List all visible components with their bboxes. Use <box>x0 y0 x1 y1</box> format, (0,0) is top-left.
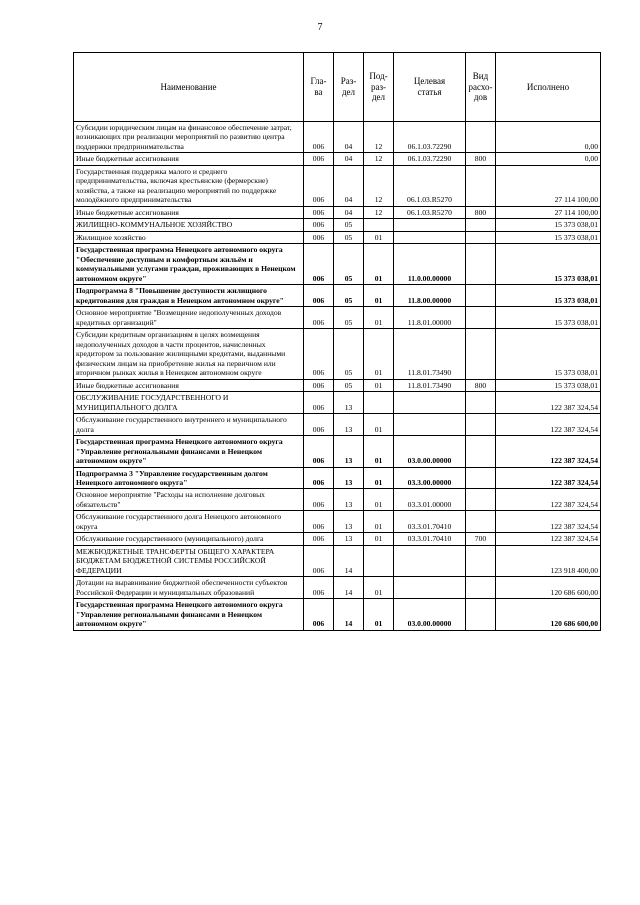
col-header-vid: Вид расхо- дов <box>466 53 496 122</box>
col-header-glava: Гла- ва <box>304 53 334 122</box>
cell-done: 122 387 324,54 <box>496 414 601 436</box>
cell-target <box>394 219 466 231</box>
table-row <box>74 467 601 489</box>
cell-razdel: 05 <box>334 285 364 307</box>
table-row <box>74 599 601 630</box>
cell-razdel: 04 <box>334 122 364 153</box>
cell-razdel: 14 <box>334 577 364 599</box>
table-row <box>74 285 601 307</box>
cell-razdel: 13 <box>334 533 364 545</box>
cell-podrazdel: 01 <box>364 511 394 533</box>
cell-done: 0,00 <box>496 153 601 165</box>
table-row <box>74 122 601 153</box>
cell-name: Основное мероприятие "Расходы на исполнение долговых обязательств" <box>74 489 304 511</box>
cell-glava: 006 <box>304 307 334 329</box>
cell-name: Государственная программа Ненецкого автономного округа "Управление региональными финансами в Ненецком автономном округе" <box>74 436 304 467</box>
cell-name: Государственная поддержка малого и среднего предпринимательства, включая крестьянские (фермерские) хозяйства, а также на реализацию мероприятий по поддержке молодёжного предпринимательства <box>74 165 304 206</box>
cell-name: Субсидии юридическим лицам на финансовое обеспечение затрат, возникающих при реализации мероприятий по развитию центра поддержки предпринимательства <box>74 122 304 153</box>
cell-podrazdel: 01 <box>364 467 394 489</box>
cell-vid <box>466 436 496 467</box>
cell-name: Дотации на выравнивание бюджетной обеспеченности субъектов Российской Федерации и муниципальных образований <box>74 577 304 599</box>
cell-target: 03.0.00.00000 <box>394 436 466 467</box>
table-row <box>74 231 601 243</box>
cell-name: ЖИЛИЩНО-КОММУНАЛЬНОЕ ХОЗЯЙСТВО <box>74 219 304 231</box>
cell-podrazdel: 01 <box>364 379 394 391</box>
cell-vid <box>466 392 496 414</box>
cell-vid <box>466 219 496 231</box>
cell-razdel: 14 <box>334 545 364 576</box>
cell-glava: 006 <box>304 379 334 391</box>
cell-razdel: 13 <box>334 436 364 467</box>
cell-vid <box>466 545 496 576</box>
cell-vid <box>466 285 496 307</box>
cell-vid <box>466 165 496 206</box>
cell-razdel: 05 <box>334 231 364 243</box>
cell-target <box>394 577 466 599</box>
cell-done: 0,00 <box>496 122 601 153</box>
cell-vid: 800 <box>466 153 496 165</box>
cell-target: 03.3.01.70410 <box>394 511 466 533</box>
cell-vid: 800 <box>466 206 496 218</box>
cell-done: 120 686 600,00 <box>496 577 601 599</box>
cell-glava: 006 <box>304 244 334 285</box>
cell-done: 15 373 038,01 <box>496 307 601 329</box>
cell-razdel: 05 <box>334 219 364 231</box>
cell-name: Обслуживание государственного внутреннего и муниципального долга <box>74 414 304 436</box>
cell-razdel: 13 <box>334 414 364 436</box>
cell-done: 120 686 600,00 <box>496 599 601 630</box>
cell-podrazdel: 12 <box>364 165 394 206</box>
cell-name: Государственная программа Ненецкого автономного округа "Обеспечение доступным и комфортным жильём и коммунальными услугами граждан, проживающих в Ненецком автономном округе" <box>74 244 304 285</box>
cell-name: Подпрограмма 8 "Повышение доступности жилищного кредитования для граждан в Ненецком автономном округе" <box>74 285 304 307</box>
col-header-name: Наименование <box>74 53 304 122</box>
cell-name: МЕЖБЮДЖЕТНЫЕ ТРАНСФЕРТЫ ОБЩЕГО ХАРАКТЕРА БЮДЖЕТАМ БЮДЖЕТНОЙ СИСТЕМЫ РОССИЙСКОЙ ФЕДЕРАЦИИ <box>74 545 304 576</box>
cell-razdel: 04 <box>334 165 364 206</box>
cell-done: 27 114 100,00 <box>496 165 601 206</box>
cell-done: 122 387 324,54 <box>496 533 601 545</box>
col-header-target: Целевая статья <box>394 53 466 122</box>
cell-vid <box>466 244 496 285</box>
cell-done: 15 373 038,01 <box>496 285 601 307</box>
cell-target <box>394 414 466 436</box>
cell-razdel: 04 <box>334 206 364 218</box>
cell-done: 15 373 038,01 <box>496 219 601 231</box>
cell-name: Жилищное хозяйство <box>74 231 304 243</box>
cell-glava: 006 <box>304 511 334 533</box>
col-header-podrazdel: Под- раз- дел <box>364 53 394 122</box>
cell-podrazdel: 01 <box>364 307 394 329</box>
cell-podrazdel <box>364 545 394 576</box>
cell-podrazdel: 01 <box>364 599 394 630</box>
cell-vid <box>466 329 496 379</box>
cell-podrazdel <box>364 392 394 414</box>
cell-done: 15 373 038,01 <box>496 231 601 243</box>
table-row <box>74 206 601 218</box>
cell-target: 11.0.00.00000 <box>394 244 466 285</box>
table-row <box>74 533 601 545</box>
cell-razdel: 04 <box>334 153 364 165</box>
cell-target: 11.8.01.00000 <box>394 307 466 329</box>
cell-razdel: 05 <box>334 379 364 391</box>
cell-glava: 006 <box>304 329 334 379</box>
cell-vid <box>466 231 496 243</box>
cell-name: Основное мероприятие "Возмещение недополученных доходов кредитных организаций" <box>74 307 304 329</box>
cell-podrazdel: 01 <box>364 414 394 436</box>
cell-podrazdel: 12 <box>364 206 394 218</box>
table-row <box>74 153 601 165</box>
cell-target: 06.1.03.72290 <box>394 153 466 165</box>
cell-razdel: 05 <box>334 307 364 329</box>
cell-glava: 006 <box>304 392 334 414</box>
cell-name: Государственная программа Ненецкого автономного округа "Управление региональными финансами в Ненецком автономном округе" <box>74 599 304 630</box>
cell-done: 122 387 324,54 <box>496 392 601 414</box>
cell-target <box>394 392 466 414</box>
cell-target: 06.1.03.R5270 <box>394 165 466 206</box>
cell-done: 122 387 324,54 <box>496 511 601 533</box>
cell-podrazdel: 01 <box>364 285 394 307</box>
table-row <box>74 414 601 436</box>
cell-target: 11.8.01.73490 <box>394 379 466 391</box>
cell-podrazdel: 01 <box>364 533 394 545</box>
table-row <box>74 165 601 206</box>
cell-done: 122 387 324,54 <box>496 436 601 467</box>
cell-done: 122 387 324,54 <box>496 467 601 489</box>
table-row <box>74 545 601 576</box>
cell-target: 11.8.01.73490 <box>394 329 466 379</box>
cell-done: 15 373 038,01 <box>496 244 601 285</box>
cell-target: 06.1.03.72290 <box>394 122 466 153</box>
cell-vid <box>466 122 496 153</box>
cell-podrazdel: 12 <box>364 153 394 165</box>
table-row <box>74 436 601 467</box>
cell-podrazdel: 01 <box>364 577 394 599</box>
cell-glava: 006 <box>304 414 334 436</box>
table-row <box>74 392 601 414</box>
table-row <box>74 577 601 599</box>
cell-vid <box>466 577 496 599</box>
cell-glava: 006 <box>304 489 334 511</box>
page-number: 7 <box>317 22 323 33</box>
cell-done: 27 114 100,00 <box>496 206 601 218</box>
cell-target: 03.0.00.00000 <box>394 599 466 630</box>
cell-glava: 006 <box>304 599 334 630</box>
cell-podrazdel <box>364 219 394 231</box>
cell-name: Иные бюджетные ассигнования <box>74 379 304 391</box>
table-row <box>74 307 601 329</box>
cell-glava: 006 <box>304 122 334 153</box>
cell-razdel: 05 <box>334 244 364 285</box>
cell-name: Иные бюджетные ассигнования <box>74 206 304 218</box>
cell-glava: 006 <box>304 231 334 243</box>
cell-podrazdel: 01 <box>364 329 394 379</box>
cell-podrazdel: 01 <box>364 244 394 285</box>
cell-razdel: 13 <box>334 511 364 533</box>
cell-target: 03.3.01.70410 <box>394 533 466 545</box>
cell-done: 15 373 038,01 <box>496 329 601 379</box>
cell-target: 03.3.01.00000 <box>394 489 466 511</box>
cell-podrazdel: 01 <box>364 436 394 467</box>
cell-vid <box>466 511 496 533</box>
table-row <box>74 244 601 285</box>
budget-execution-table <box>73 52 601 631</box>
cell-name: Субсидии кредитным организациям в целях возмещения недополученных доходов в части процентов, начисленных кредитором за пользование жилищными кредитами, выданными физическим лицам на приобретение жилья на первичном или вторичном рынках жилья в Ненецком автономном округе <box>74 329 304 379</box>
cell-glava: 006 <box>304 219 334 231</box>
table-row <box>74 219 601 231</box>
cell-glava: 006 <box>304 165 334 206</box>
cell-vid <box>466 489 496 511</box>
cell-razdel: 05 <box>334 329 364 379</box>
table-row <box>74 489 601 511</box>
cell-podrazdel: 01 <box>364 489 394 511</box>
cell-glava: 006 <box>304 533 334 545</box>
cell-glava: 006 <box>304 545 334 576</box>
table-header-row <box>74 53 601 122</box>
cell-vid: 700 <box>466 533 496 545</box>
cell-vid: 800 <box>466 379 496 391</box>
cell-razdel: 13 <box>334 467 364 489</box>
cell-name: Подпрограмма 3 "Управление государственным долгом Ненецкого автономного округа" <box>74 467 304 489</box>
cell-glava: 006 <box>304 436 334 467</box>
cell-glava: 006 <box>304 153 334 165</box>
cell-vid <box>466 307 496 329</box>
cell-vid <box>466 599 496 630</box>
cell-done: 15 373 038,01 <box>496 379 601 391</box>
cell-name: ОБСЛУЖИВАНИЕ ГОСУДАРСТВЕННОГО И МУНИЦИПАЛЬНОГО ДОЛГА <box>74 392 304 414</box>
col-header-razdel: Раз- дел <box>334 53 364 122</box>
cell-razdel: 14 <box>334 599 364 630</box>
cell-glava: 006 <box>304 206 334 218</box>
table-row <box>74 329 601 379</box>
cell-glava: 006 <box>304 577 334 599</box>
cell-target <box>394 231 466 243</box>
col-header-done: Исполнено <box>496 53 601 122</box>
cell-target: 11.8.00.00000 <box>394 285 466 307</box>
table-row <box>74 379 601 391</box>
cell-glava: 006 <box>304 467 334 489</box>
cell-podrazdel: 01 <box>364 231 394 243</box>
cell-done: 123 918 400,00 <box>496 545 601 576</box>
cell-razdel: 13 <box>334 392 364 414</box>
cell-podrazdel: 12 <box>364 122 394 153</box>
cell-done: 122 387 324,54 <box>496 489 601 511</box>
cell-name: Обслуживание государственного долга Ненецкого автономного округа <box>74 511 304 533</box>
cell-target <box>394 545 466 576</box>
cell-name: Обслуживание государственного (муниципального) долга <box>74 533 304 545</box>
table-row <box>74 511 601 533</box>
cell-target: 03.3.00.00000 <box>394 467 466 489</box>
cell-vid <box>466 414 496 436</box>
cell-target: 06.1.03.R5270 <box>394 206 466 218</box>
cell-vid <box>466 467 496 489</box>
cell-glava: 006 <box>304 285 334 307</box>
cell-name: Иные бюджетные ассигнования <box>74 153 304 165</box>
cell-razdel: 13 <box>334 489 364 511</box>
